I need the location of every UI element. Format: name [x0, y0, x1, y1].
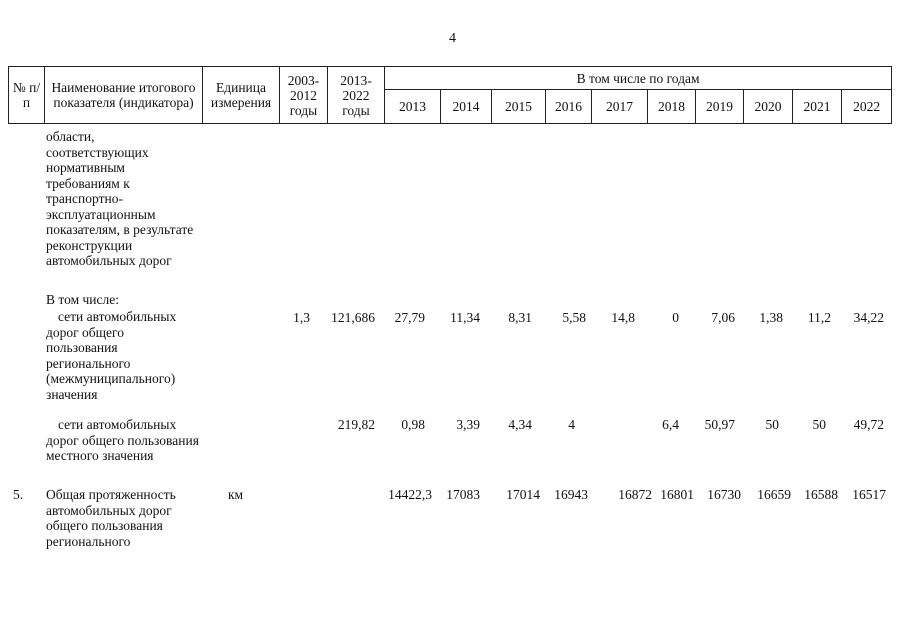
local-2014: 3,39	[456, 417, 480, 432]
local-2018: 6,4	[662, 417, 679, 432]
continued-indicator-text: области, соответствующих нормативным требованиям к транспортно-эксплуатационным показателям, в результате реконструкции автомобильных дорог	[46, 129, 194, 268]
row5-2022: 16517	[852, 487, 886, 502]
row5-2017: 16872	[618, 487, 652, 502]
row5-name: Общая протяженность автомобильных дорог общего пользования регионального	[46, 487, 176, 549]
row5-2019: 16730	[707, 487, 741, 502]
local-2019: 50,97	[704, 417, 735, 432]
regional-2017: 14,8	[611, 310, 635, 325]
header-year: 2017	[592, 90, 648, 124]
header-no: № п/п	[9, 67, 45, 124]
header-unit: Единица измерения	[203, 67, 280, 124]
row5-2021: 16588	[804, 487, 838, 502]
header-year: 2014	[441, 90, 492, 124]
header-year: 2018	[648, 90, 696, 124]
header-year: 2019	[696, 90, 744, 124]
header-year: 2015	[492, 90, 546, 124]
including-label: В том числе:	[46, 292, 119, 307]
regional-2020: 1,38	[759, 310, 783, 325]
regional-2015: 8,31	[508, 310, 532, 325]
regional-roads-name: сети автомобильных дорог общего пользования регионального (межмуниципального) значения	[46, 309, 177, 402]
page-number: 4	[449, 31, 456, 46]
local-2013: 0,98	[401, 417, 425, 432]
local-2015: 4,34	[508, 417, 532, 432]
row5-2015: 17014	[506, 487, 540, 502]
header-by-years: В том числе по годам	[385, 67, 892, 90]
regional-2019: 7,06	[711, 310, 735, 325]
regional-2021: 11,2	[807, 310, 831, 325]
header-year: 2013	[385, 90, 441, 124]
local-p2: 219,82	[337, 417, 375, 432]
row5-unit: км	[228, 487, 244, 502]
row5-number: 5.	[13, 487, 24, 502]
local-2021: 50	[812, 417, 826, 432]
row5-2018: 16801	[660, 487, 694, 502]
local-2020: 50	[765, 417, 779, 432]
local-roads-name: сети автомобильных дорог общего пользования местного значения	[46, 417, 199, 463]
header-name: Наименование итогового показателя (индикатора)	[45, 67, 203, 124]
row5-2020: 16659	[757, 487, 791, 502]
regional-2018: 0	[672, 310, 679, 325]
header-year: 2016	[546, 90, 592, 124]
regional-p1: 1,3	[293, 310, 310, 325]
local-2022: 49,72	[853, 417, 884, 432]
local-2016: 4	[568, 417, 575, 432]
header-year: 2022	[842, 90, 892, 124]
header-period-2: 2013-2022 годы	[328, 67, 385, 124]
header-period-1: 2003-2012 годы	[280, 67, 328, 124]
regional-2013: 27,79	[394, 310, 425, 325]
regional-p2: 121,686	[331, 310, 375, 325]
regional-2016: 5,58	[562, 310, 586, 325]
header-year: 2020	[744, 90, 793, 124]
row5-2014: 17083	[446, 487, 480, 502]
regional-2022: 34,22	[853, 310, 884, 325]
row5-2013: 14422,3	[388, 487, 432, 502]
table-header	[8, 66, 892, 124]
header-year: 2021	[793, 90, 842, 124]
row5-2016: 16943	[554, 487, 588, 502]
regional-2014: 11,34	[450, 310, 480, 325]
